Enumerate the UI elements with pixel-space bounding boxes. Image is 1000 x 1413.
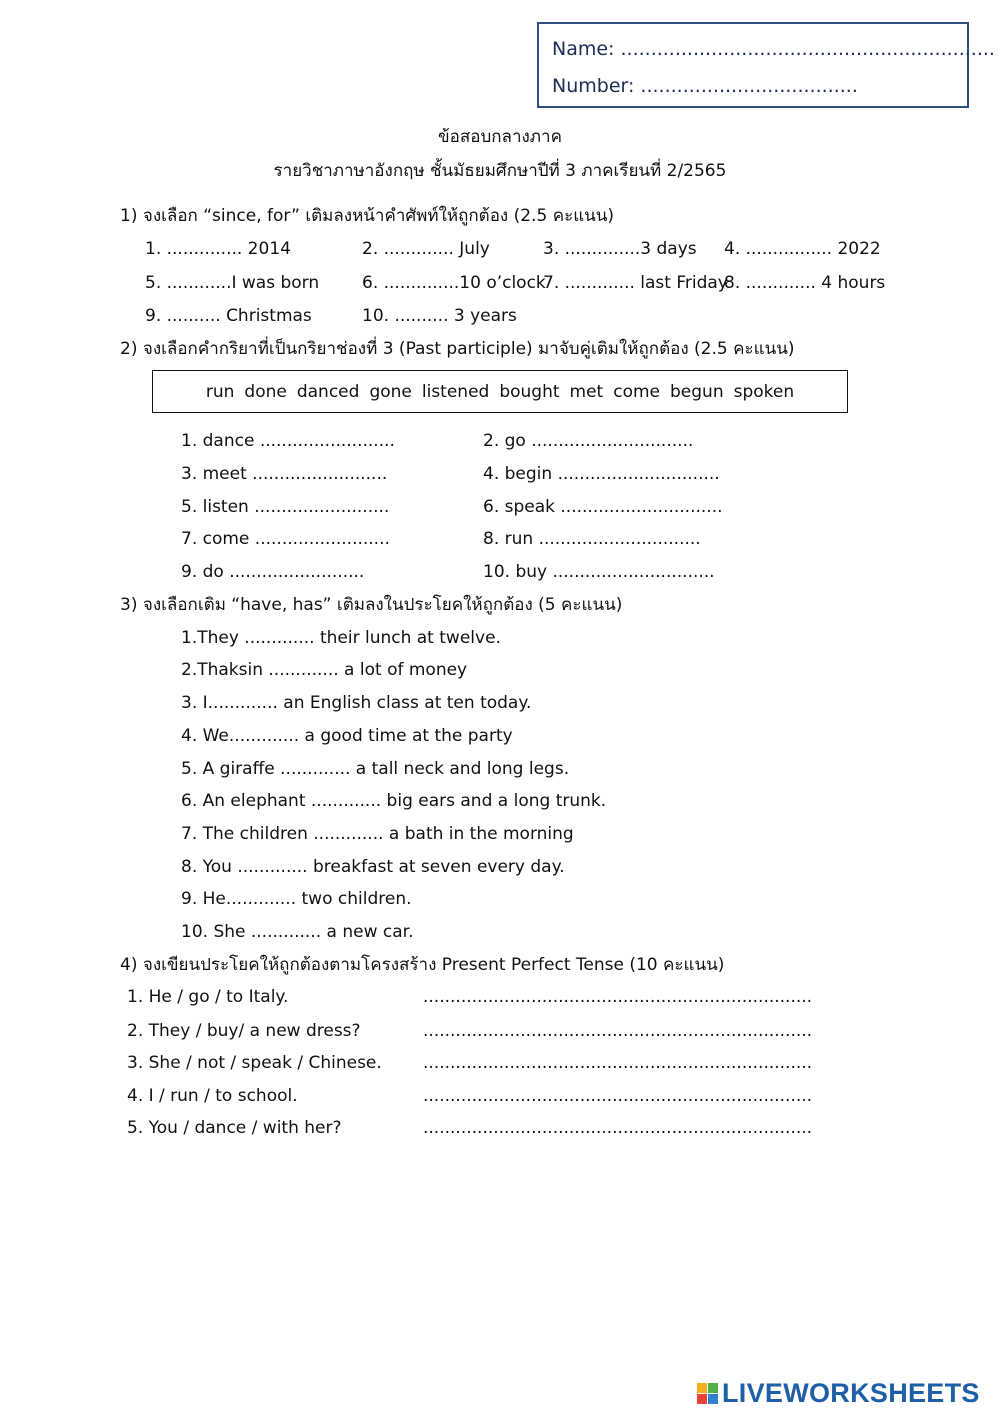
liveworksheets-logo (697, 1378, 980, 1408)
section3-item[interactable]: 6. An elephant ............. big ears and a long trunk. (181, 791, 607, 811)
section4-answer-line[interactable]: ........................................................................ (423, 987, 813, 1007)
section3-item[interactable]: 10. She ............. a new car. (181, 922, 414, 942)
word-bank-item[interactable]: spoken (733, 381, 795, 402)
section1-item[interactable]: 7. ............. last Friday (543, 273, 728, 293)
number-line[interactable]: Number: .................................... (552, 75, 858, 97)
section4-prompt: 4. I / run / to school. (127, 1086, 298, 1106)
section3-item[interactable]: 8. You ............. breakfast at seven every day. (181, 857, 565, 877)
section1-heading: 1) จงเลือก “since, for” เติมลงหน้าคำศัพท์ให้ถูกต้อง (2.5 คะแนน) (120, 206, 615, 226)
logo-blocks-icon (697, 1383, 718, 1404)
section1-item[interactable]: 6. ..............10 o’clock (362, 273, 546, 293)
exam-title: ข้อสอบกลางภาค (438, 127, 562, 147)
word-bank-box (152, 370, 848, 413)
section2-item[interactable]: 7. come ......................... (181, 529, 390, 549)
word-bank-item[interactable]: listened (421, 381, 490, 402)
word-bank-item[interactable]: run (205, 381, 235, 402)
logo-block (697, 1394, 707, 1404)
section3-heading: 3) จงเลือกเติม “have, has” เติมลงในประโยคให้ถูกต้อง (5 คะแนน) (120, 595, 623, 615)
section1-item[interactable]: 4. ................ 2022 (724, 239, 881, 259)
word-bank-item[interactable]: danced (296, 381, 360, 402)
section3-item[interactable]: 4. We............. a good time at the party (181, 726, 513, 746)
word-bank-item[interactable]: done (244, 381, 287, 402)
name-line[interactable]: Name: .............................................................. (552, 38, 995, 60)
section1-item[interactable]: 9. .......... Christmas (145, 306, 312, 326)
logo-text: LIVEWORKSHEETS (722, 1377, 980, 1408)
section4-answer-line[interactable]: ........................................................................ (423, 1086, 813, 1106)
section2-item[interactable]: 1. dance ......................... (181, 431, 395, 451)
section3-item[interactable]: 5. A giraffe ............. a tall neck and long legs. (181, 759, 570, 779)
section4-prompt: 2. They / buy/ a new dress? (127, 1021, 361, 1041)
word-bank-item[interactable]: gone (369, 381, 412, 402)
section2-item[interactable]: 5. listen ......................... (181, 497, 390, 517)
section4-answer-line[interactable]: ........................................................................ (423, 1021, 813, 1041)
section2-item[interactable]: 10. buy .............................. (483, 562, 715, 582)
section2-item[interactable]: 8. run .............................. (483, 529, 701, 549)
section4-prompt: 1. He / go / to Italy. (127, 987, 289, 1007)
section4-prompt: 3. She / not / speak / Chinese. (127, 1053, 382, 1073)
logo-block (697, 1383, 707, 1393)
section4-heading: 4) จงเขียนประโยคให้ถูกต้องตามโครงสร้าง Present Perfect Tense (10 คะแนน) (120, 955, 725, 975)
section1-item[interactable]: 8. ............. 4 hours (724, 273, 886, 293)
section2-item[interactable]: 2. go .............................. (483, 431, 694, 451)
section2-item[interactable]: 9. do ......................... (181, 562, 365, 582)
section2-item[interactable]: 4. begin .............................. (483, 464, 720, 484)
section2-heading: 2) จงเลือกคำกริยาที่เป็นกริยาช่องที่ 3 (Past participle) มาจับคู่เติมให้ถูกต้อง (2.5 คะแนน) (120, 339, 795, 359)
section3-item[interactable]: 9. He............. two children. (181, 889, 412, 909)
section3-item[interactable]: 2.Thaksin ............. a lot of money (181, 660, 468, 680)
word-bank-item[interactable]: come (613, 381, 660, 402)
section1-item[interactable]: 1. .............. 2014 (145, 239, 291, 259)
word-bank-item[interactable]: bought (499, 381, 560, 402)
section2-item[interactable]: 6. speak .............................. (483, 497, 723, 517)
section4-answer-line[interactable]: ........................................................................ (423, 1118, 813, 1138)
logo-block (708, 1394, 718, 1404)
section3-item[interactable]: 1.They ............. their lunch at twelve. (181, 628, 501, 648)
section1-item[interactable]: 3. ..............3 days (543, 239, 697, 259)
section3-item[interactable]: 3. I............. an English class at ten today. (181, 693, 532, 713)
exam-subtitle: รายวิชาภาษาอังกฤษ ชั้นมัธยมศึกษาปีที่ 3 ภาคเรียนที่ 2/2565 (273, 161, 727, 181)
word-bank-item[interactable]: begun (670, 381, 724, 402)
section2-item[interactable]: 3. meet ......................... (181, 464, 388, 484)
section3-item[interactable]: 7. The children ............. a bath in the morning (181, 824, 574, 844)
name-number-box (537, 22, 995, 108)
word-bank-item[interactable]: met (569, 381, 604, 402)
section1-item[interactable]: 10. .......... 3 years (362, 306, 517, 326)
logo-block (708, 1383, 718, 1393)
section4-answer-line[interactable]: ........................................................................ (423, 1053, 813, 1073)
section1-item[interactable]: 2. ............. July (362, 239, 490, 259)
section1-item[interactable]: 5. ............I was born (145, 273, 320, 293)
section4-prompt: 5. You / dance / with her? (127, 1118, 342, 1138)
